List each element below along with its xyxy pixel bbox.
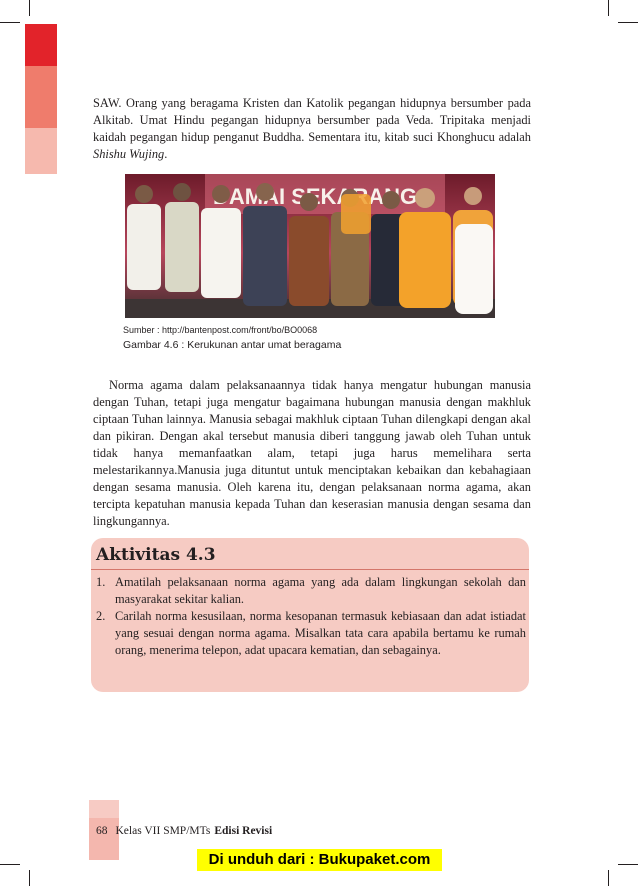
- edition-label: Edisi Revisi: [214, 825, 273, 837]
- page-number: 68: [96, 825, 108, 837]
- figure-source: Sumber : http://bantenpost.com/front/bo/BO0068: [123, 325, 318, 335]
- crop-mark: [618, 864, 638, 865]
- activity-divider: [91, 569, 529, 570]
- banner-text: DAMAI: [213, 184, 286, 209]
- chapter-tab-mid: [25, 66, 57, 128]
- italic-book-title: Shishu Wujing: [93, 147, 165, 161]
- chapter-tab-light: [25, 128, 57, 174]
- main-paragraph: Norma agama dalam pelaksanaannya tidak hanya mengatur hubungan manusia dengan Tuhan, tetapi juga mengatur bagaimana hubungan manusia dengan makhluk ciptaan Tuhan lainnya. Manusia sebagai makhluk ciptaan Tuhan dilengkapi dengan akal dan pikiran. Dengan akal tersebut manusia diberi tanggung jawab oleh Tuhan untuk tidak hanya memanfaatkan alam, tetapi juga harus memelihara serta melestarikannya.Manusia juga dituntut untuk menciptakan kebaikan dan kebahagiaan dengan sesama manusia. Oleh karena itu, dengan pelaksanaan norma agama, akan tercipta kepatuhan manusia kepada Tuhan dan keserasian manusia dengan sesama dan lingkungannya.: [93, 378, 531, 528]
- footer-tab-top: [89, 800, 119, 818]
- crop-mark: [0, 22, 20, 23]
- figure-caption: Gambar 4.6 : Kerukunan antar umat beragama: [123, 339, 342, 351]
- download-banner[interactable]: Di unduh dari : Bukupaket.com: [197, 849, 442, 871]
- crop-mark: [608, 0, 609, 16]
- page-footer: [96, 825, 272, 837]
- list-item: 1. Amatilah pelaksanaan norma agama yang ada dalam lingkungan sekolah dan masyarakat sekitar kalian.: [96, 575, 526, 606]
- activity-list: [96, 574, 526, 659]
- crop-mark: [29, 0, 30, 16]
- crop-mark: [608, 870, 609, 886]
- crop-mark: [618, 22, 638, 23]
- figure-photo: [125, 174, 495, 318]
- activity-title: Aktivitas 4.3: [96, 545, 216, 565]
- crop-mark: [29, 870, 30, 886]
- crop-mark: [0, 864, 20, 865]
- book-title: Kelas VII SMP/MTs: [115, 825, 211, 837]
- interfaith-group-photo: [125, 174, 495, 318]
- chapter-tab-dark: [25, 24, 57, 66]
- list-item: 2. Carilah norma kesusilaan, norma kesopanan termasuk kebiasaan dan adat istiadat yang sesuai dengan norma agama. Misalkan tata cara apabila bertamu ke rumah orang, menerima telepon, adat upacara kematian, dan sebagainya.: [96, 609, 526, 657]
- intro-paragraph: SAW. Orang yang beragama Kristen dan Katolik pegangan hidupnya bersumber pada Alkitab. Umat Hindu pegangan hidupnya bersumber pada Veda. Tripitaka menjadi kaidah pegangan hidup penganut Buddha. Sementara itu, kitab suci Khonghucu adalah Shishu Wujing.: [93, 96, 531, 161]
